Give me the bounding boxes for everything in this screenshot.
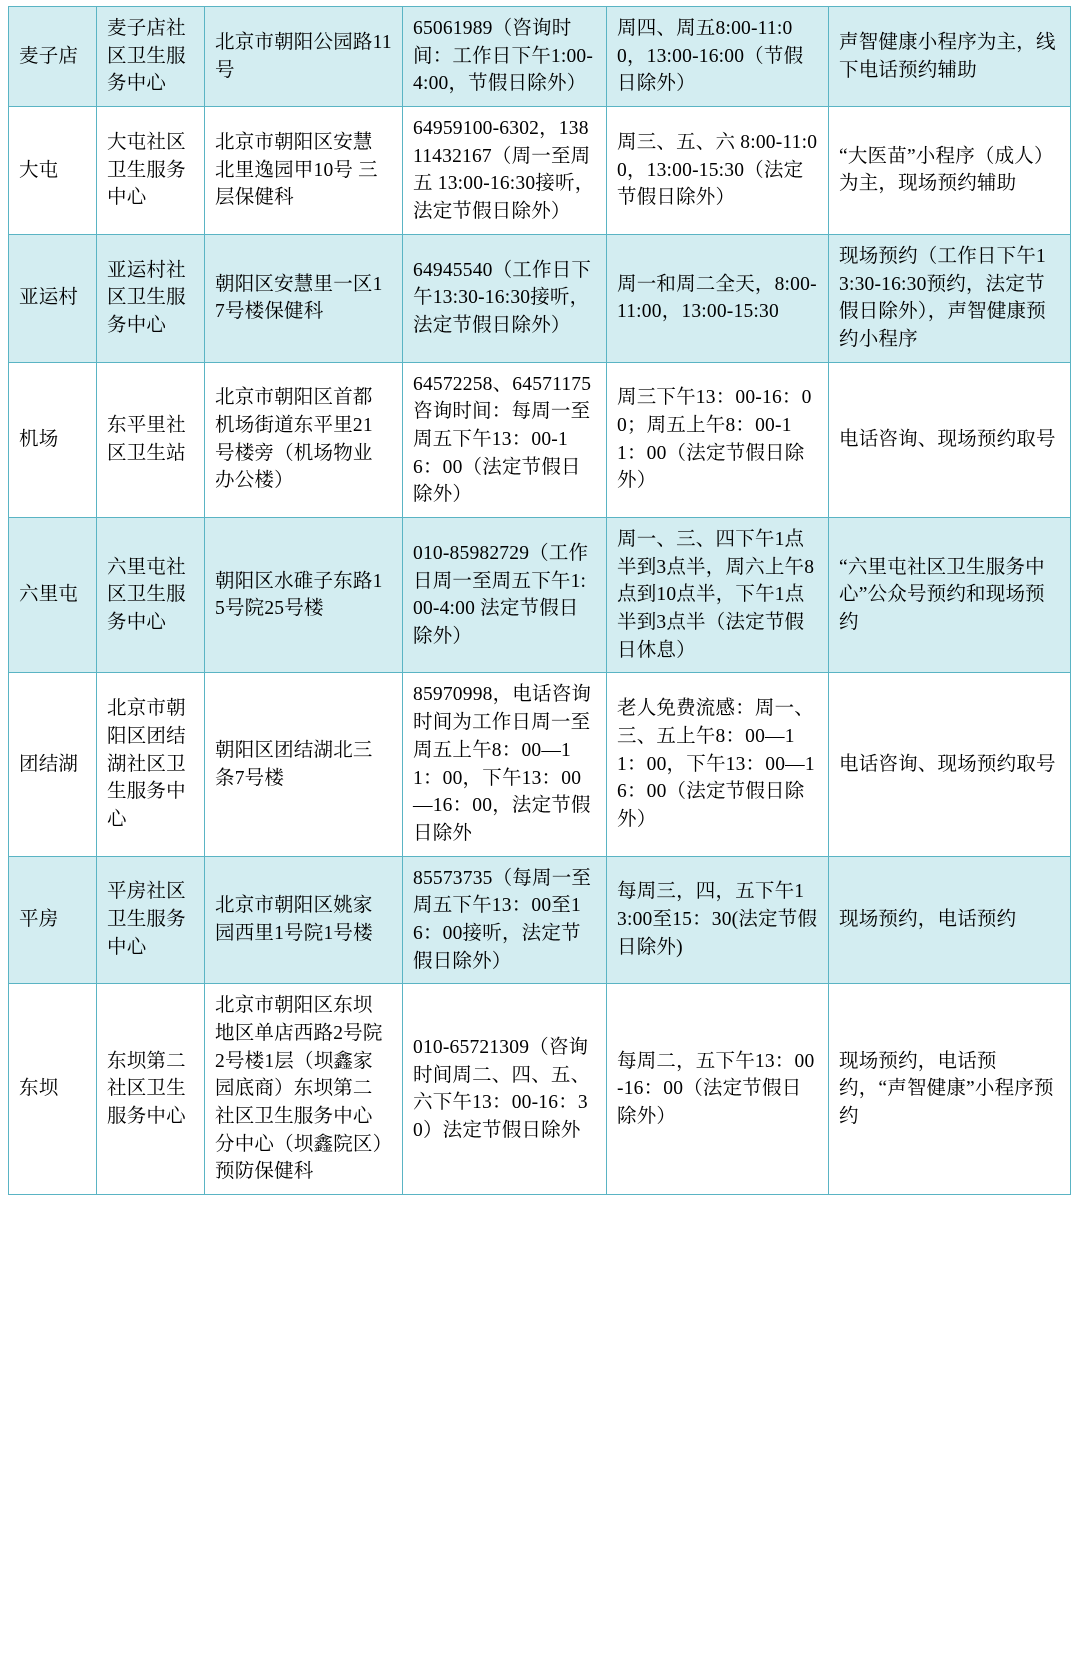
cell-phone: 65061989（咨询时间：工作日下午1:00-4:00，节假日除外） — [403, 7, 607, 107]
cell-area: 团结湖 — [9, 673, 97, 856]
cell-booking: 声智健康小程序为主，线下电话预约辅助 — [829, 7, 1071, 107]
cell-address: 朝阳区水碓子东路15号院25号楼 — [205, 518, 403, 673]
cell-booking: “六里屯社区卫生服务中心”公众号预约和现场预约 — [829, 518, 1071, 673]
cell-hours: 周一、三、四下午1点半到3点半，周六上午8点到10点半，下午1点半到3点半（法定节假日休息） — [607, 518, 829, 673]
cell-booking: 现场预约，电话预约，“声智健康”小程序预约 — [829, 984, 1071, 1195]
cell-address: 北京市朝阳区东坝地区单店西路2号院2号楼1层（坝鑫家园底商）东坝第二社区卫生服务中心分中心（坝鑫院区）预防保健科 — [205, 984, 403, 1195]
table-row — [9, 518, 1071, 673]
vaccination-sites-table — [8, 6, 1071, 1195]
cell-center: 六里屯社区卫生服务中心 — [97, 518, 205, 673]
cell-hours: 周四、周五8:00-11:00，13:00-16:00（节假日除外） — [607, 7, 829, 107]
table-row — [9, 856, 1071, 984]
cell-address: 朝阳区团结湖北三条7号楼 — [205, 673, 403, 856]
cell-area: 东坝 — [9, 984, 97, 1195]
cell-booking: “大医苗”小程序（成人）为主，现场预约辅助 — [829, 107, 1071, 235]
cell-center: 大屯社区卫生服务中心 — [97, 107, 205, 235]
cell-area: 机场 — [9, 362, 97, 517]
cell-address: 北京市朝阳公园路11号 — [205, 7, 403, 107]
cell-booking: 现场预约，电话预约 — [829, 856, 1071, 984]
cell-area: 六里屯 — [9, 518, 97, 673]
cell-hours: 周三下午13：00-16：00；周五上午8：00-11：00（法定节假日除外） — [607, 362, 829, 517]
cell-hours: 周三、五、六 8:00-11:00，13:00-15:30（法定节假日除外） — [607, 107, 829, 235]
cell-address: 北京市朝阳区安慧北里逸园甲10号 三层保健科 — [205, 107, 403, 235]
table-row — [9, 107, 1071, 235]
cell-phone: 85970998，电话咨询时间为工作日周一至周五上午8：00—11：00，下午13：00—16：00，法定节假日除外 — [403, 673, 607, 856]
table-row — [9, 7, 1071, 107]
cell-phone: 85573735（每周一至周五下午13：00至16：00接听，法定节假日除外） — [403, 856, 607, 984]
cell-phone: 64945540（工作日下午13:30-16:30接听，法定节假日除外） — [403, 234, 607, 362]
cell-address: 北京市朝阳区首都机场街道东平里21号楼旁（机场物业办公楼） — [205, 362, 403, 517]
table-row — [9, 234, 1071, 362]
cell-hours: 每周三，四，五下午13:00至15：30(法定节假日除外) — [607, 856, 829, 984]
table-row — [9, 362, 1071, 517]
cell-center: 麦子店社区卫生服务中心 — [97, 7, 205, 107]
cell-area: 亚运村 — [9, 234, 97, 362]
cell-address: 北京市朝阳区姚家园西里1号院1号楼 — [205, 856, 403, 984]
cell-center: 亚运村社区卫生服务中心 — [97, 234, 205, 362]
cell-center: 东坝第二社区卫生服务中心 — [97, 984, 205, 1195]
cell-area: 大屯 — [9, 107, 97, 235]
cell-booking: 现场预约（工作日下午13:30-16:30预约，法定节假日除外），声智健康预约小程序 — [829, 234, 1071, 362]
cell-phone: 010-85982729（工作日周一至周五下午1:00-4:00 法定节假日除外） — [403, 518, 607, 673]
cell-hours: 每周二，五下午13：00-16：00（法定节假日除外） — [607, 984, 829, 1195]
cell-hours: 周一和周二全天，8:00-11:00，13:00-15:30 — [607, 234, 829, 362]
table-row — [9, 984, 1071, 1195]
cell-center: 平房社区卫生服务中心 — [97, 856, 205, 984]
cell-phone: 64572258、64571175咨询时间：每周一至周五下午13：00-16：00（法定节假日除外） — [403, 362, 607, 517]
cell-phone: 64959100-6302，13811432167（周一至周五 13:00-16:30接听，法定节假日除外） — [403, 107, 607, 235]
cell-address: 朝阳区安慧里一区17号楼保健科 — [205, 234, 403, 362]
cell-hours: 老人免费流感：周一、三、五上午8：00—11：00，下午13：00—16：00（法定节假日除外） — [607, 673, 829, 856]
table-row — [9, 673, 1071, 856]
cell-center: 东平里社区卫生站 — [97, 362, 205, 517]
cell-area: 麦子店 — [9, 7, 97, 107]
cell-booking: 电话咨询、现场预约取号 — [829, 362, 1071, 517]
cell-area: 平房 — [9, 856, 97, 984]
cell-booking: 电话咨询、现场预约取号 — [829, 673, 1071, 856]
cell-phone: 010-65721309（咨询时间周二、四、五、六下午13：00-16：30）法定节假日除外 — [403, 984, 607, 1195]
cell-center: 北京市朝阳区团结湖社区卫生服务中心 — [97, 673, 205, 856]
table-body — [9, 7, 1071, 1195]
